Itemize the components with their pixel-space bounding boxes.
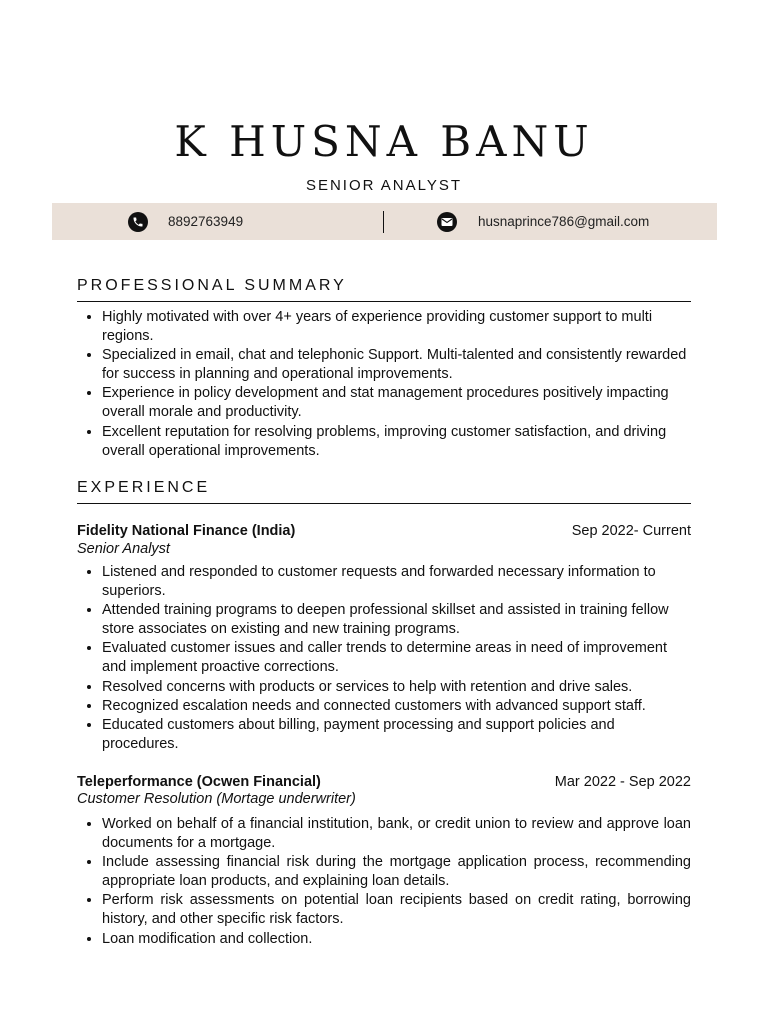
company-name: Teleperformance (Ocwen Financial) bbox=[77, 774, 321, 790]
contact-phone bbox=[128, 203, 243, 240]
list-item: • Recognized escalation needs and connected customers with advanced support staff. bbox=[102, 697, 691, 716]
contact-bar bbox=[52, 203, 717, 240]
phone-icon bbox=[128, 212, 148, 232]
candidate-role: SENIOR ANALYST bbox=[305, 177, 463, 194]
job-header bbox=[77, 522, 691, 540]
list-item: • Listened and responded to customer requests and forwarded necessary information to superiors. bbox=[102, 563, 691, 601]
section-title-experience: EXPERIENCE bbox=[77, 479, 691, 504]
list-item: • Worked on behalf of a financial institution, bank, or credit union to review and approve loan documents for a mortgage. bbox=[102, 815, 691, 853]
list-item: • Loan modification and collection. bbox=[102, 930, 691, 949]
list-item: • Specialized in email, chat and telephonic Support. Multi-talented and consistently rewarded for success in planning and operational improvements. bbox=[102, 346, 691, 384]
phone-number: 8892763949 bbox=[168, 214, 244, 229]
job-dates: Mar 2022 - Sep 2022 bbox=[554, 774, 691, 790]
job-title: Senior Analyst bbox=[77, 541, 170, 557]
list-item: • Experience in policy development and stat management procedures positively impacting overall morale and productivity. bbox=[102, 384, 691, 422]
list-item: • Perform risk assessments on potential loan recipients based on credit rating, borrowing history, and other specific risk factors. bbox=[102, 891, 691, 929]
list-item: • Attended training programs to deepen professional skillset and assisted in training fellow store associates on existing and new training programs. bbox=[102, 601, 691, 639]
list-item: • Highly motivated with over 4+ years of experience providing customer support to multi regions. bbox=[102, 308, 691, 346]
job-title: Customer Resolution (Mortage underwriter) bbox=[77, 791, 356, 807]
list-item: • Educated customers about billing, payment processing and support policies and procedures. bbox=[102, 716, 691, 754]
job-duties-list bbox=[77, 815, 691, 949]
summary-list bbox=[77, 308, 691, 461]
contact-email bbox=[437, 203, 649, 240]
job-header bbox=[77, 773, 691, 791]
list-item: • Resolved concerns with products or services to help with retention and drive sales. bbox=[102, 678, 691, 697]
company-name: Fidelity National Finance (India) bbox=[77, 523, 296, 539]
section-title-summary: PROFESSIONAL SUMMARY bbox=[77, 277, 691, 302]
email-address[interactable]: husnaprince786@gmail.com bbox=[478, 214, 650, 229]
list-item: • Evaluated customer issues and caller trends to determine areas in need of improvement and implement proactive corrections. bbox=[102, 639, 691, 677]
job-dates: Sep 2022- Current bbox=[571, 523, 691, 539]
list-item: • Include assessing financial risk during the mortgage application process, recommending appropriate loan products, and explaining loan details. bbox=[102, 853, 691, 891]
list-item: • Excellent reputation for resolving problems, improving customer satisfaction, and driving overall operational improvements. bbox=[102, 423, 691, 461]
envelope-icon bbox=[437, 212, 457, 232]
candidate-name: K HUSNA BANU bbox=[174, 117, 594, 166]
contact-divider bbox=[383, 211, 384, 233]
job-duties-list bbox=[77, 563, 691, 754]
